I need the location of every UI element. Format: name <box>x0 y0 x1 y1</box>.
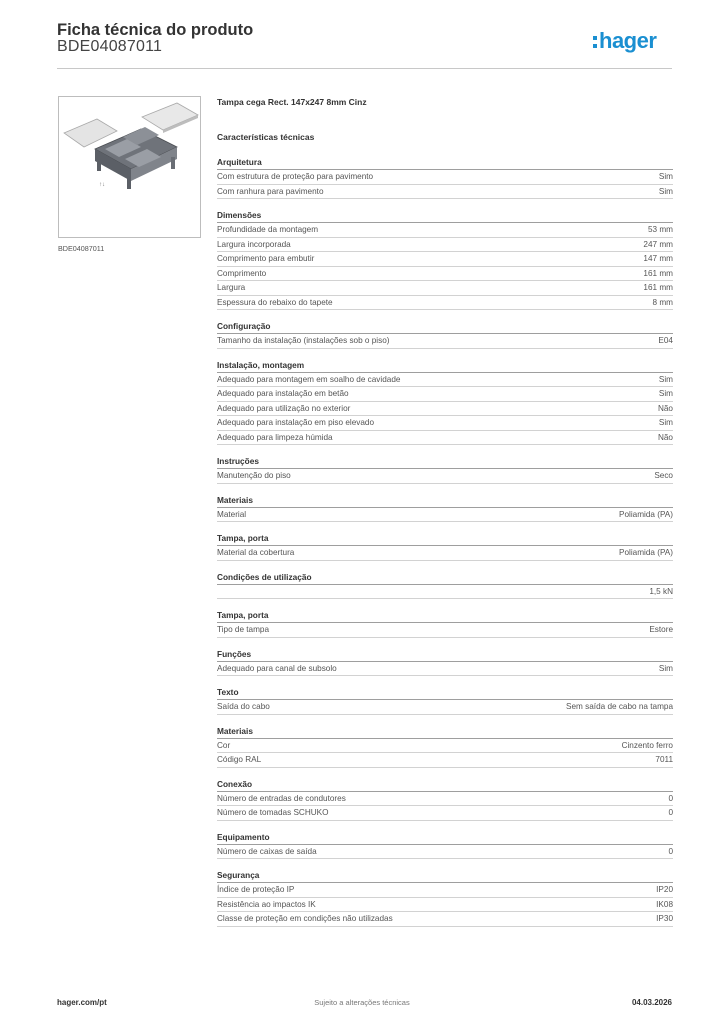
spec-label: Adequado para canal de subsolo <box>217 663 337 673</box>
spec-value: 8 mm <box>652 297 673 307</box>
spec-value: Sim <box>658 186 673 196</box>
spec-row <box>217 912 673 927</box>
section-title: Instruções <box>217 455 673 469</box>
spec-label: Classe de proteção em condições não utilizadas <box>217 914 393 923</box>
section-title: Dimensões <box>217 209 673 223</box>
spec-row <box>217 223 673 238</box>
section-title: Arquitetura <box>217 156 673 170</box>
spec-section <box>217 359 673 446</box>
spec-section <box>217 455 673 484</box>
spec-label: Com estrutura de proteção para pavimento <box>217 172 374 181</box>
spec-label: Material <box>217 509 247 519</box>
spec-value: 0 <box>668 846 673 856</box>
spec-value: Cinzento ferro <box>621 740 673 750</box>
section-title: Materiais <box>217 725 673 739</box>
spec-sections <box>217 156 673 927</box>
spec-row <box>217 739 673 754</box>
footer-note: Sujeito a alterações técnicas <box>314 998 410 1007</box>
spec-row <box>217 402 673 417</box>
spec-section <box>217 725 673 768</box>
spec-label: Índice de proteção IP <box>217 885 295 894</box>
spec-section <box>217 609 673 638</box>
spec-row <box>217 185 673 200</box>
image-caption: BDE04087011 <box>58 244 105 253</box>
section-title: Instalação, montagem <box>217 359 673 373</box>
spec-label: Com ranhura para pavimento <box>217 186 324 196</box>
spec-value: E04 <box>658 336 673 345</box>
spec-label: Adequado para utilização no exterior <box>217 403 351 413</box>
svg-text:↑↓: ↑↓ <box>99 182 105 188</box>
spec-label: Adequado para instalação em piso elevado <box>217 418 375 427</box>
section-title: Equipamento <box>217 831 673 845</box>
spec-row <box>217 469 673 484</box>
spec-section <box>217 494 673 523</box>
section-title: Tampa, porta <box>217 609 673 623</box>
spec-label: Saída do cabo <box>217 702 270 711</box>
technical-characteristics-heading: Características técnicas <box>217 132 315 142</box>
spec-row <box>217 792 673 807</box>
spec-value: IP30 <box>656 914 673 923</box>
spec-row <box>217 898 673 913</box>
spec-label: Adequado para limpeza húmida <box>217 432 333 442</box>
spec-row <box>217 416 673 431</box>
spec-row <box>217 546 673 561</box>
spec-label: Resistência ao impactos IK <box>217 899 316 909</box>
spec-row <box>217 753 673 768</box>
spec-value: Sim <box>658 172 673 181</box>
spec-value: 0 <box>668 808 673 817</box>
spec-label: Comprimento para embutir <box>217 254 315 263</box>
spec-row <box>217 373 673 388</box>
spec-value: Sim <box>658 389 673 398</box>
spec-section <box>217 209 673 310</box>
section-title: Segurança <box>217 869 673 883</box>
logo-text: hager <box>599 28 657 53</box>
spec-section <box>217 571 673 600</box>
spec-row <box>217 700 673 715</box>
section-title: Texto <box>217 686 673 700</box>
spec-row <box>217 662 673 677</box>
spec-value: Sim <box>658 663 673 673</box>
spec-label: Cor <box>217 740 231 750</box>
spec-value: 147 mm <box>643 254 673 263</box>
spec-value: Não <box>657 403 673 413</box>
section-title: Configuração <box>217 320 673 334</box>
spec-row <box>217 252 673 267</box>
spec-value: Sem saída de cabo na tampa <box>566 702 673 711</box>
spec-value: Não <box>657 432 673 442</box>
spec-value: 1,5 kN <box>649 586 673 596</box>
spec-value: Sim <box>658 374 673 384</box>
header-divider <box>57 68 672 69</box>
spec-row <box>217 281 673 296</box>
section-title: Materiais <box>217 494 673 508</box>
spec-value: 247 mm <box>643 239 673 249</box>
floor-box-product-image-icon <box>59 97 200 237</box>
spec-value: Poliamida (PA) <box>619 548 673 557</box>
spec-value: IP20 <box>656 885 673 894</box>
section-title: Funções <box>217 648 673 662</box>
spec-row <box>217 508 673 523</box>
spec-label: Número de caixas de saída <box>217 846 317 856</box>
spec-value: Estore <box>649 625 673 634</box>
spec-section <box>217 320 673 349</box>
spec-section <box>217 156 673 199</box>
spec-value: 0 <box>668 793 673 803</box>
spec-label: Adequado para montagem em soalho de cavidade <box>217 374 401 384</box>
spec-section <box>217 686 673 715</box>
footer-website: hager.com/pt <box>57 998 107 1007</box>
spec-label: Código RAL <box>217 755 262 764</box>
spec-label: Espessura do rebaixo do tapete <box>217 297 333 307</box>
section-title: Condições de utilização <box>217 571 673 585</box>
product-image <box>58 96 201 238</box>
spec-value: Sim <box>658 418 673 427</box>
spec-row <box>217 623 673 638</box>
spec-label: Tipo de tampa <box>217 625 270 634</box>
spec-label: Profundidade da montagem <box>217 225 319 234</box>
spec-row <box>217 431 673 446</box>
spec-value: 161 mm <box>643 283 673 292</box>
spec-value: 7011 <box>655 755 673 764</box>
spec-label: Largura incorporada <box>217 239 291 249</box>
spec-label: Tamanho da instalação (instalações sob o piso) <box>217 336 390 345</box>
spec-row <box>217 334 673 349</box>
spec-value: 161 mm <box>643 268 673 278</box>
spec-section <box>217 532 673 561</box>
spec-row <box>217 296 673 311</box>
spec-label: Número de entradas de condutores <box>217 793 346 803</box>
footer-date: 04.03.2026 <box>631 998 672 1007</box>
spec-row <box>217 883 673 898</box>
hager-logo <box>593 26 675 56</box>
spec-row <box>217 806 673 821</box>
spec-label: Manutenção do piso <box>217 471 291 480</box>
spec-section <box>217 648 673 677</box>
spec-row <box>217 585 673 600</box>
spec-value: Poliamida (PA) <box>619 509 673 519</box>
spec-row <box>217 170 673 185</box>
spec-value: Seco <box>654 471 673 480</box>
spec-row <box>217 238 673 253</box>
spec-label: Largura <box>217 283 246 292</box>
spec-row <box>217 267 673 282</box>
spec-row <box>217 387 673 402</box>
section-title: Conexão <box>217 778 673 792</box>
spec-section <box>217 778 673 821</box>
spec-label: Número de tomadas SCHUKO <box>217 808 329 817</box>
spec-value: IK08 <box>656 899 673 909</box>
spec-value: 53 mm <box>647 225 673 234</box>
spec-label: Comprimento <box>217 268 267 278</box>
spec-section <box>217 869 673 927</box>
spec-table <box>217 96 673 937</box>
product-name: Tampa cega Rect. 147x247 8mm Cinz <box>217 97 367 107</box>
spec-label: Material da cobertura <box>217 548 295 557</box>
page-title: Ficha técnica do produto <box>57 21 254 39</box>
product-code: BDE04087011 <box>57 38 163 55</box>
section-title: Tampa, porta <box>217 532 673 546</box>
spec-label: Adequado para instalação em betão <box>217 389 349 398</box>
spec-row <box>217 845 673 860</box>
spec-section <box>217 831 673 860</box>
